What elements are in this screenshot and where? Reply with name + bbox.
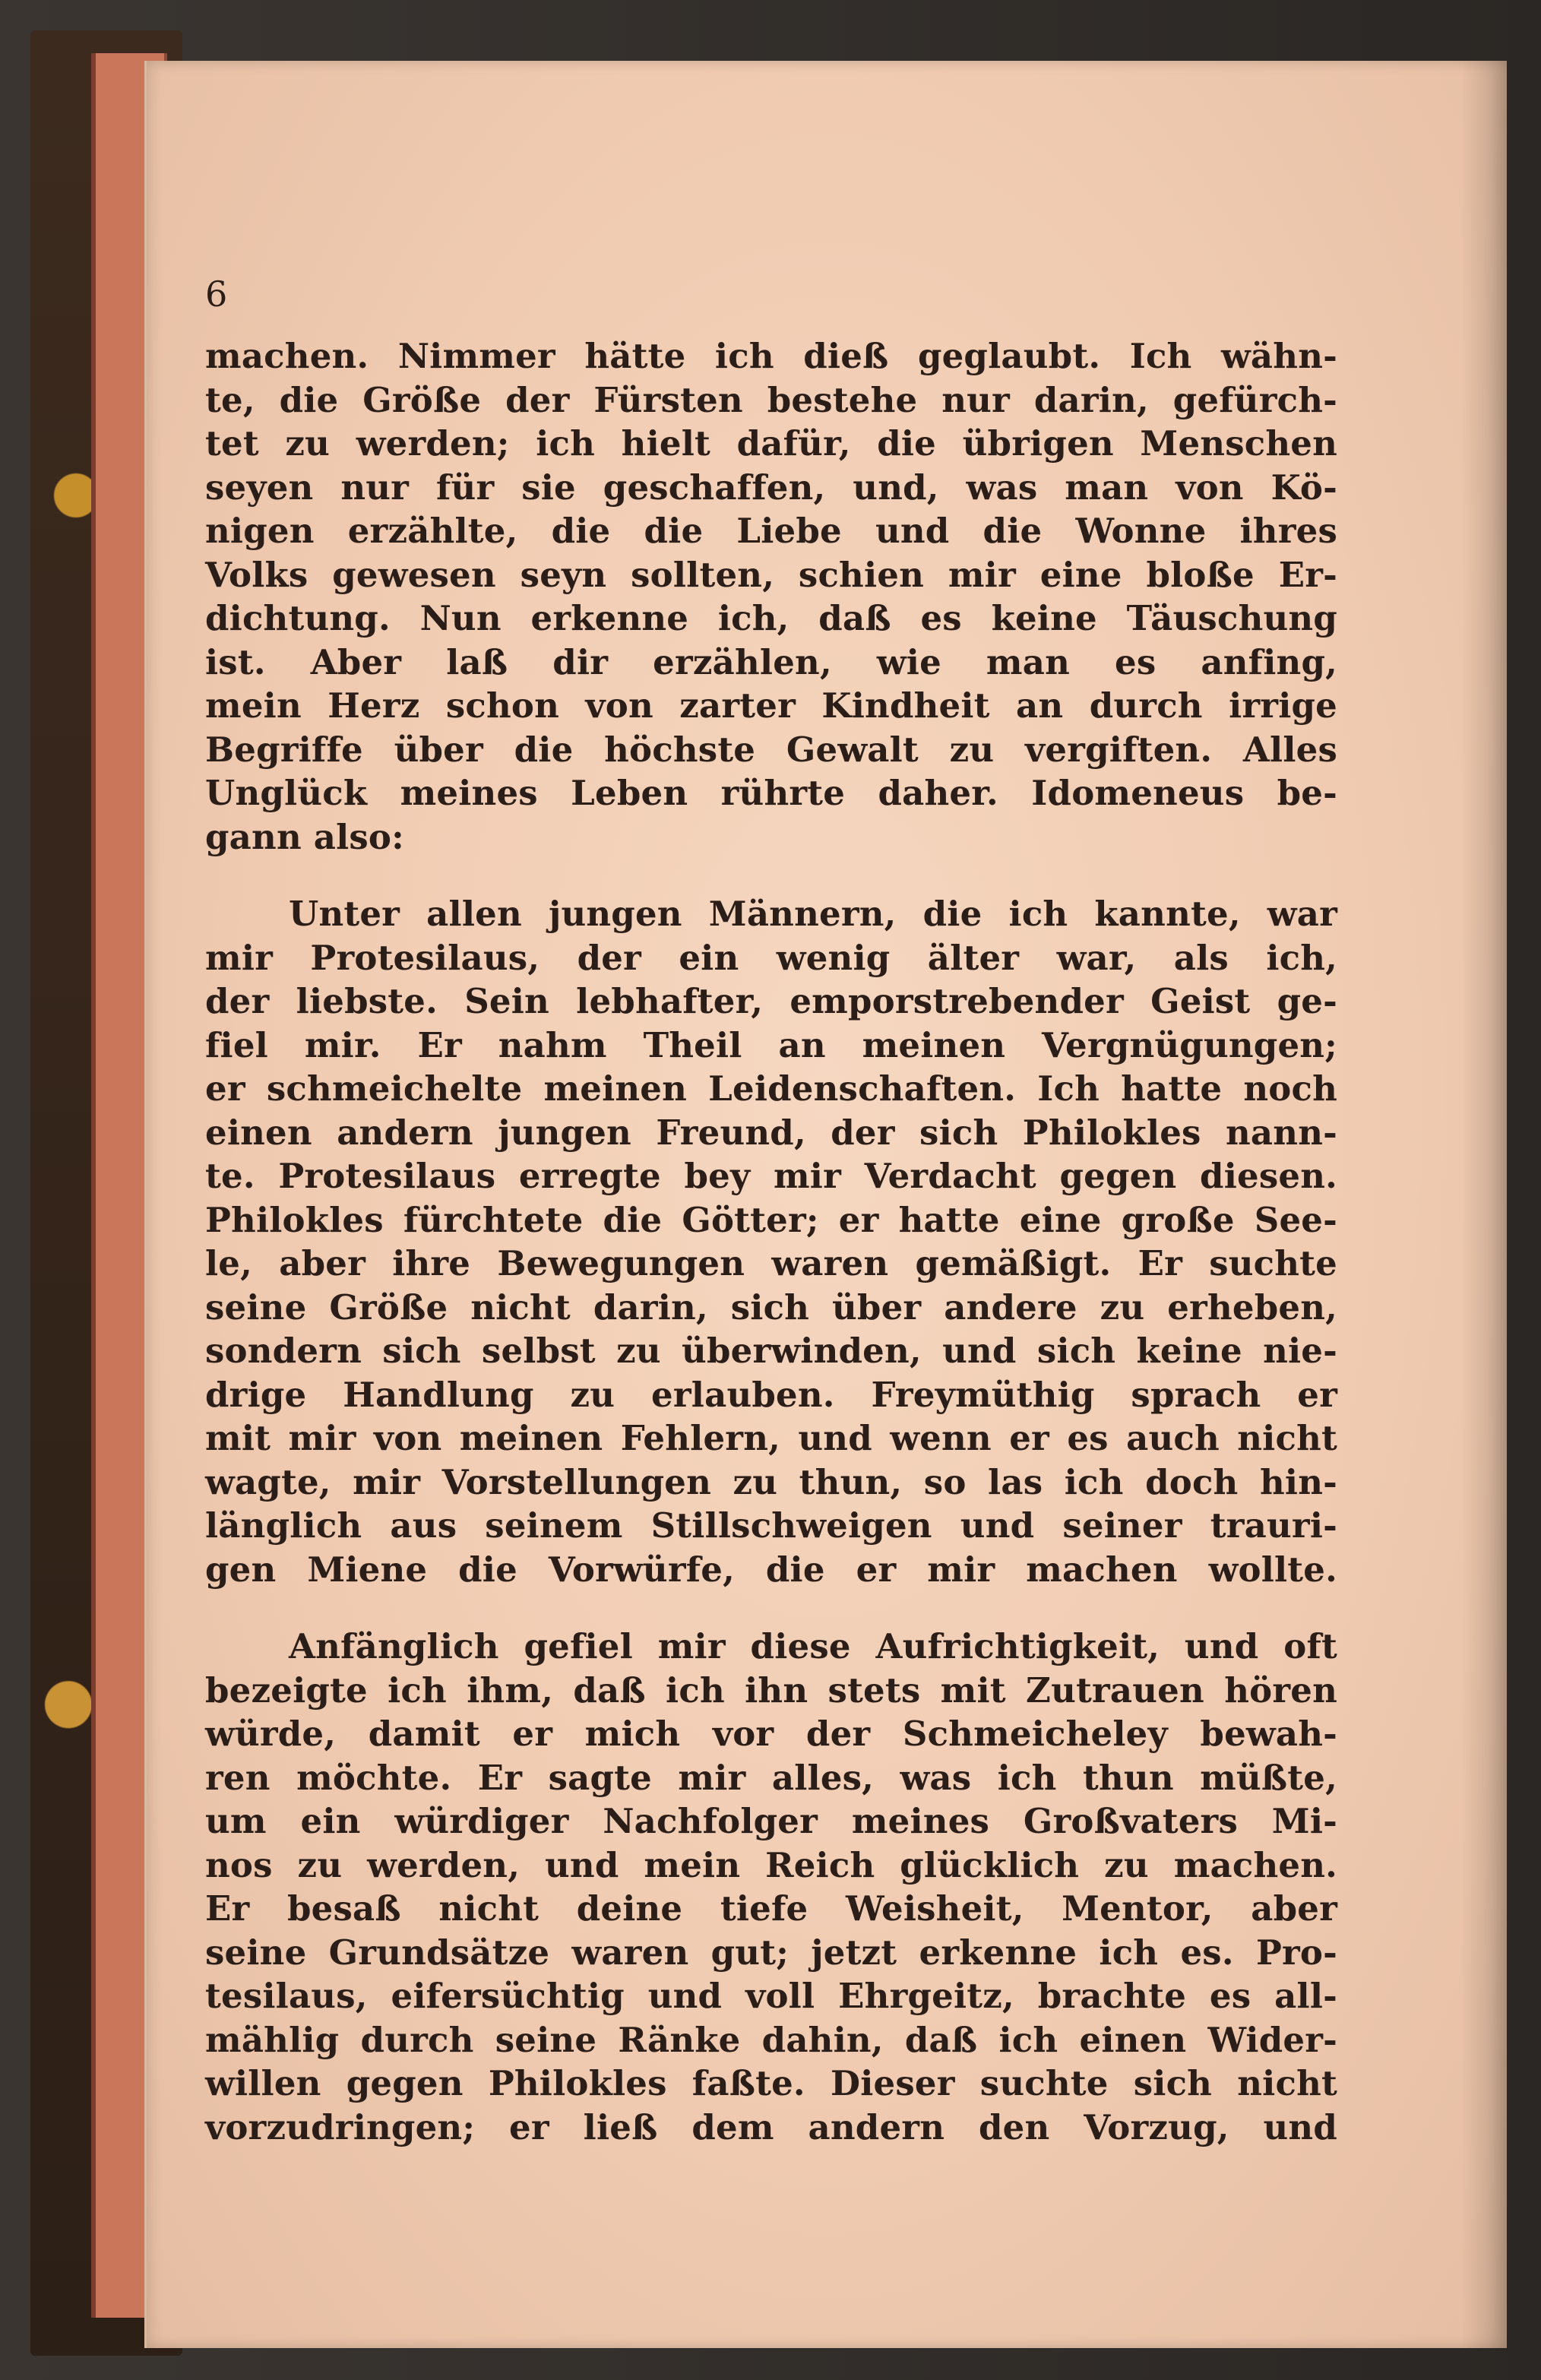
text-line: Volks gewesen seyn sollten, schien mir eine bloße Er- xyxy=(205,554,1337,595)
text-line: fiel mir. Er nahm Theil an meinen Vergnügungen; xyxy=(205,1024,1337,1065)
text-line: der liebste. Sein lebhafter, emporstrebender Geist ge- xyxy=(205,981,1337,1021)
text-line: mein Herz schon von zarter Kindheit an durch irrige xyxy=(205,685,1337,726)
text-line: nigen erzählte, die die Liebe und die Wonne ihres xyxy=(205,511,1337,551)
text-line: willen gegen Philokles faßte. Dieser suchte sich nicht xyxy=(205,2063,1337,2103)
text-line: seine Größe nicht darin, sich über andere zu erheben, xyxy=(205,1287,1337,1328)
text-line: ist. Aber laß dir erzählen, wie man es anfing, xyxy=(205,641,1337,682)
text-line: Philokles fürchtete die Götter; er hatte eine große See- xyxy=(205,1199,1337,1240)
paragraph-2 xyxy=(205,892,1337,1591)
paragraph-1 xyxy=(205,334,1337,859)
text-line: mit mir von meinen Fehlern, und wenn er es auch nicht xyxy=(205,1418,1337,1458)
text-line: seine Grundsätze waren gut; jetzt erkenne ich es. Pro- xyxy=(205,1932,1337,1973)
text-line: mir Protesilaus, der ein wenig älter war, als ich, xyxy=(205,937,1337,978)
text-line: tet zu werden; ich hielt dafür, die übrigen Menschen xyxy=(205,423,1337,464)
text-line: wagte, mir Vorstellungen zu thun, so las ich doch hin- xyxy=(205,1461,1337,1502)
text-line: würde, damit er mich vor der Schmeicheley bewah- xyxy=(205,1714,1337,1754)
text-line: drige Handlung zu erlauben. Freymüthig sprach er xyxy=(205,1374,1337,1415)
text-line: seyen nur für sie geschaffen, und, was man von Kö- xyxy=(205,467,1337,508)
text-line: Anfänglich gefiel mir diese Aufrichtigkeit, und oft xyxy=(289,1626,1337,1666)
text-line: gen Miene die Vorwürfe, die er mir machen wollte. xyxy=(205,1549,1337,1590)
paragraph-3 xyxy=(205,1625,1337,2149)
text-line: Begriffe über die höchste Gewalt zu vergiften. Alles xyxy=(205,729,1337,770)
text-line: gann also: xyxy=(205,816,404,857)
text-line: dichtung. Nun erkenne ich, daß es keine Täuschung xyxy=(205,598,1337,638)
text-line: nos zu werden, und mein Reich glücklich zu machen. xyxy=(205,1844,1337,1885)
text-line: machen. Nimmer hätte ich dieß geglaubt. Ich wähn- xyxy=(205,336,1337,376)
page-number: 6 xyxy=(205,274,228,315)
text-line: sondern sich selbst zu überwinden, und sich keine nie- xyxy=(205,1331,1337,1371)
page-text xyxy=(205,334,1337,2149)
text-line: Er besaß nicht deine tiefe Weisheit, Mentor, aber xyxy=(205,1888,1337,1929)
text-line: vorzudringen; er ließ dem andern den Vorzug, und xyxy=(205,2106,1337,2147)
text-line: mählig durch seine Ränke dahin, daß ich einen Wider- xyxy=(205,2019,1337,2060)
text-line: le, aber ihre Bewegungen waren gemäßigt. Er suchte xyxy=(205,1243,1337,1283)
text-line: um ein würdiger Nachfolger meines Großvaters Mi- xyxy=(205,1801,1337,1841)
text-line: Unglück meines Leben rührte daher. Idomeneus be- xyxy=(205,773,1337,813)
text-line: te, die Größe der Fürsten bestehe nur darin, gefürch- xyxy=(205,379,1337,420)
text-line: tesilaus, eifersüchtig und voll Ehrgeitz, brachte es all- xyxy=(205,1976,1337,2016)
text-line: länglich aus seinem Stillschweigen und seiner trauri- xyxy=(205,1505,1337,1546)
text-line: ren möchte. Er sagte mir alles, was ich thun müßte, xyxy=(205,1757,1337,1798)
text-line: er schmeichelte meinen Leidenschaften. Ich hatte noch xyxy=(205,1068,1337,1109)
text-line: einen andern jungen Freund, der sich Philokles nann- xyxy=(205,1112,1337,1153)
text-line: bezeigte ich ihm, daß ich ihn stets mit Zutrauen hören xyxy=(205,1669,1337,1711)
gutter-shadow xyxy=(1461,61,1507,2348)
text-line: te. Protesilaus erregte bey mir Verdacht gegen diesen. xyxy=(205,1156,1337,1196)
text-line: Unter allen jungen Männern, die ich kannte, war xyxy=(289,894,1337,934)
